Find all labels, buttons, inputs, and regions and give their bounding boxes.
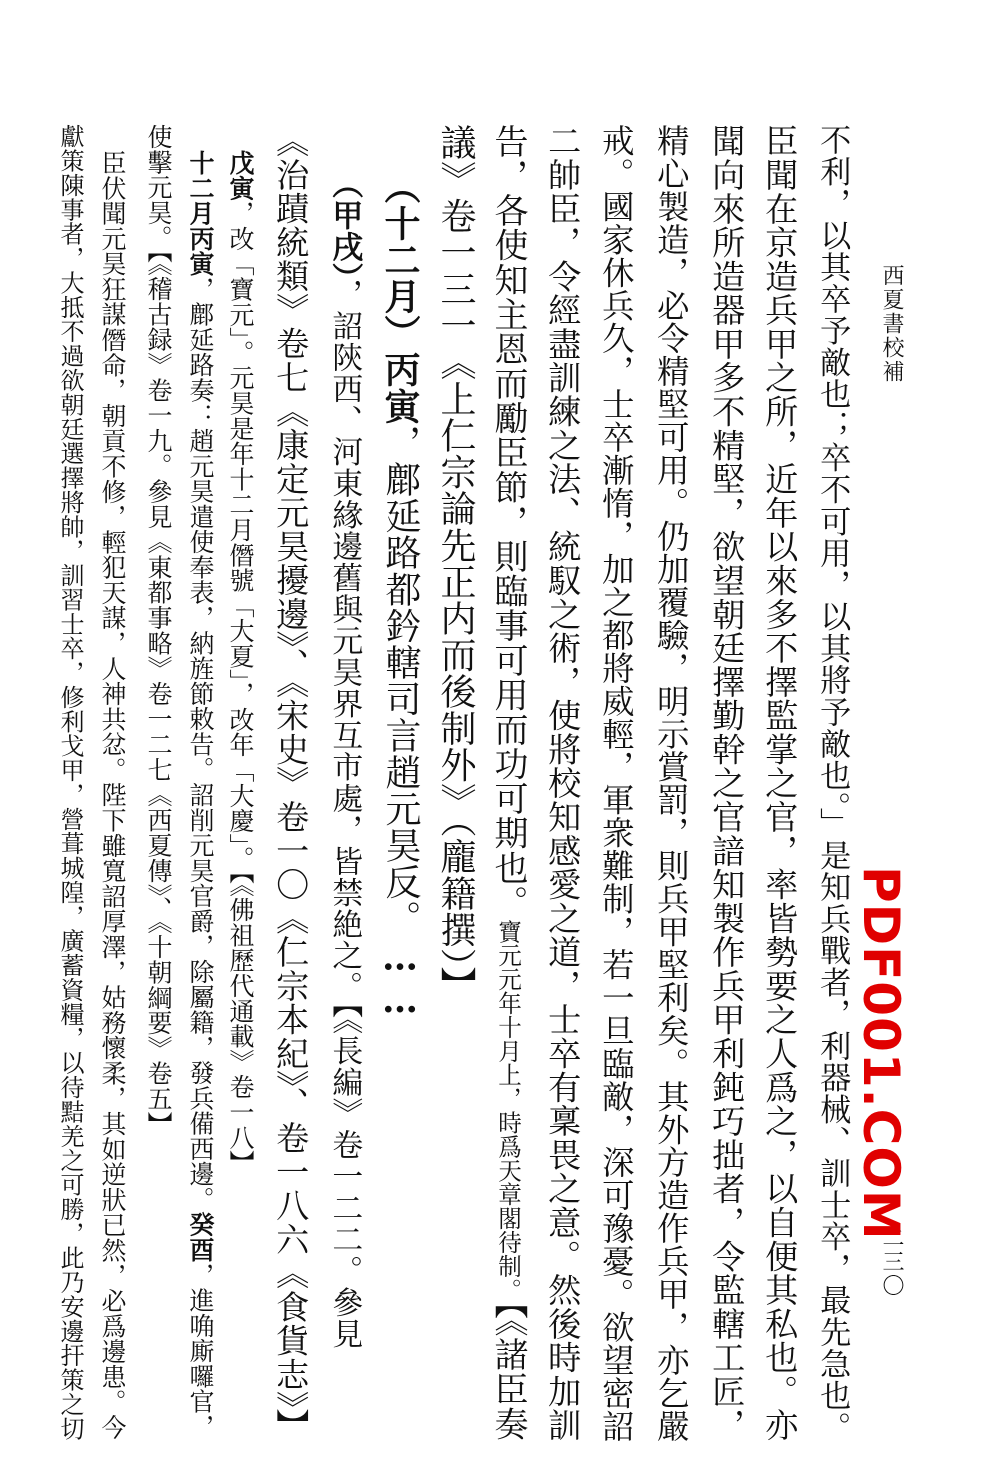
watermark-logo: PDF001.COM — [852, 866, 910, 1241]
entry-date: （甲戌） — [326, 168, 363, 279]
column-7-source: 【《諸臣奏 — [488, 1301, 528, 1441]
entry-date: 癸酉 — [186, 1211, 215, 1263]
text-column-15: 臣伏聞元昊狂謀僭命，朝貢不修，輕犯天謀，人神共忿。陛下雖寬詔厚澤，姑務懷柔，其如逆狀已然，必爲邊患。今 — [98, 150, 127, 1440]
running-title: 西夏書校補 — [879, 264, 904, 384]
text-column-1: 不利，以其卒予敵也；卒不可用，以其將予敵也。」是知兵戰者，利器械、訓士卒，最先急也。 — [814, 124, 851, 1444]
column-13-main: ，鄜延路奏：趙元昊遣使奉表，納旌節敕告。詔削元昊官爵，除屬籍，發兵備西邊。 — [186, 276, 215, 1212]
text-column-8: 議》卷一三一《上仁宗論先正内而後制外》（龐籍撰）】 — [435, 124, 476, 1003]
text-column-6: 二帥臣，令經盡訓練之法、統馭之術，使將校知感愛之道，士卒有稟畏之意。然後時加訓 — [543, 124, 583, 1442]
column-10-main: ，詔陝西、河東緣邊舊與元昊界互市處，皆禁絶之。【《長編》卷一二二。參見 — [326, 278, 363, 1350]
text-column-13 — [188, 150, 213, 1439]
column-12-main: ，改「寶元」。元昊是年十二月僭號「大夏」，改年「大慶」。【《佛祖歷代通載》卷一八】 — [226, 200, 255, 1176]
text-column-2: 臣聞在京造兵甲之所，近年以來多不擇監掌之官，率皆勢要之人爲之，以自便其私也。亦 — [760, 124, 800, 1442]
entry-date: 十二月丙寅 — [186, 150, 215, 277]
entry-date: 戊寅 — [226, 150, 255, 201]
text-column-3: 聞向來所造器甲多不精堅，欲望朝廷擇勤幹之官諳知製作兵甲利鈍巧拙者，令監轄工匠， — [707, 124, 747, 1442]
text-column-12 — [228, 150, 253, 1175]
text-column-7 — [488, 124, 528, 1441]
entry-date: （十二月）丙寅 — [379, 168, 421, 425]
text-column-5: 戒。國家休兵久，士卒漸惰，加之都將威輕，軍衆難制，若一旦臨敵，深可豫憂。欲望密詔 — [597, 124, 636, 1443]
page-number: 二三〇 — [879, 1226, 904, 1298]
text-column-9 — [379, 168, 421, 1022]
column-9-main: ，鄜延路都鈐轄司言趙元昊反。 — [380, 424, 421, 937]
text-column-11: 《治蹟統類》卷七《康定元昊擾邊》、《宋史》卷一〇《仁宗本紀》、卷一八六《食貨志》】 — [271, 124, 311, 1442]
text-column-4: 精心製造，必令精堅可用。仍加覆驗，明示賞罰，則兵甲堅利矣。其外方造作兵甲，亦乞嚴 — [652, 124, 691, 1443]
column-7-note: 寶元元年十月上，時爲天章閣待制。 — [494, 919, 522, 1302]
column-7-main: 告，各使知主恩而勵臣節，則臨事可用而功可期也。 — [488, 124, 528, 920]
text-column-10 — [328, 168, 361, 1349]
text-column-14: 使擊元昊。【《稽古録》卷一九。參見《東都事略》卷一二七《西夏傳》、《十朝綱要》卷五】 — [144, 124, 173, 1137]
ellipsis: …… — [379, 936, 421, 1022]
column-13-tail: ，進唃廝囉官， — [186, 1262, 215, 1440]
text-column-16: 獻策陳事者，大抵不過欲朝廷選擇將帥，訓習士卒，修利戈甲，營葺城隍，廣蓄資糧，以待黠羌之可勝，此乃安邊扞策之切 — [56, 124, 85, 1441]
